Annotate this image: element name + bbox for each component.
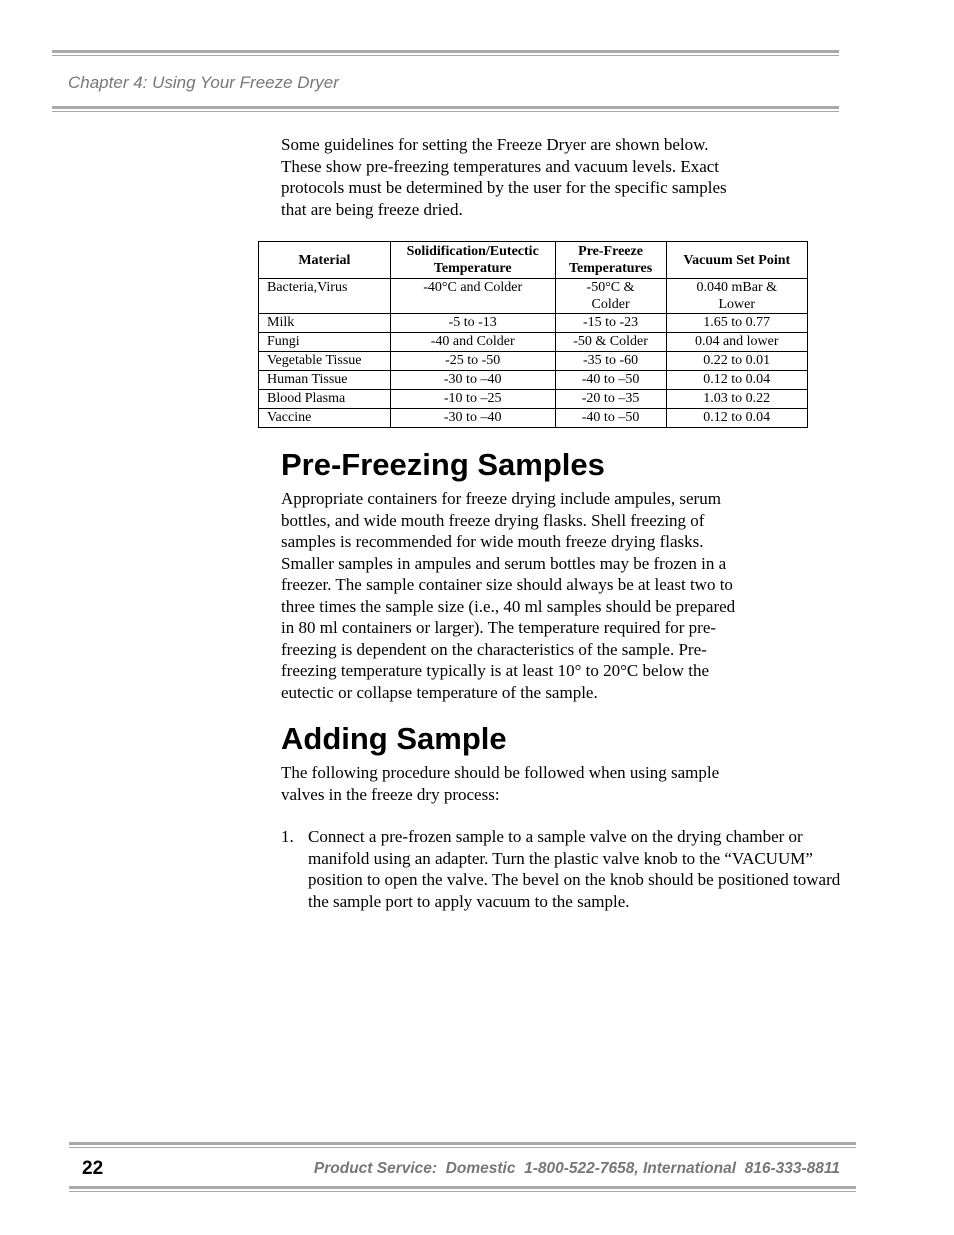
cell-material: Vegetable Tissue [259, 352, 391, 371]
cell-eutectic-temperature: -30 to –40 [390, 409, 555, 428]
cell-material: Blood Plasma [259, 390, 391, 409]
table-row [259, 352, 808, 371]
step-text: Connect a pre-frozen sample to a sample valve on the drying chamber or manifold using an adapter. Turn the plastic valve knob to the “VACUUM” position to open the valve. The bevel on the knob should be positioned toward the sample port to apply vacuum to the sample. [308, 827, 841, 911]
table-row [259, 314, 808, 333]
pre-freezing-heading: Pre-Freezing Samples [281, 447, 605, 482]
column-header-pre-freeze-temperatures: Pre-Freeze Temperatures [555, 242, 666, 279]
footer-bottom-rule [69, 1186, 856, 1192]
cell-material: Human Tissue [259, 371, 391, 390]
cell-vacuum-set-point: 1.03 to 0.22 [666, 390, 808, 409]
column-header-material: Material [259, 242, 391, 279]
cell-vacuum-set-point: 0.12 to 0.04 [666, 409, 808, 428]
product-service-line: Product Service: Domestic 1-800-522-7658, International 816-333-8811 [313, 1160, 840, 1177]
table-header-row [259, 242, 808, 279]
cell-material: Milk [259, 314, 391, 333]
page-number: 22 [82, 1158, 104, 1179]
cell-eutectic-temperature: -40 and Colder [390, 333, 555, 352]
cell-pre-freeze-temperature: -50 & Colder [555, 333, 666, 352]
cell-pre-freeze-temperature: -35 to -60 [555, 352, 666, 371]
cell-eutectic-temperature: -25 to -50 [390, 352, 555, 371]
cell-pre-freeze-temperature: -50°C & Colder [555, 279, 666, 314]
header-top-rule [52, 50, 839, 56]
column-header-vacuum-set-point: Vacuum Set Point [666, 242, 808, 279]
cell-material: Bacteria,Virus [259, 279, 391, 314]
cell-pre-freeze-temperature: -40 to –50 [555, 409, 666, 428]
cell-pre-freeze-temperature: -20 to –35 [555, 390, 666, 409]
table-row [259, 371, 808, 390]
pre-freezing-body: Appropriate containers for freeze drying include ampules, serum bottles, and wide mouth freeze drying flasks. Shell freezing of samples is recommended for wide mouth freeze drying flasks. Smaller samples in ampules and serum bottles may be frozen in a freezer. The sample container size should always be at least two to three times the sample size (i.e., 40 ml samples should be prepared in 80 ml containers or larger). The temperature required for pre- freezing is dependent on the characteristics of the sample. Pre- freezing temperature typically is at least 10° to 20°C below the eutectic or collapse temperature of the sample. [281, 489, 736, 702]
adding-sample-heading: Adding Sample [281, 721, 507, 756]
cell-material: Fungi [259, 333, 391, 352]
cell-eutectic-temperature: -30 to –40 [390, 371, 555, 390]
chapter-title: Chapter 4: Using Your Freeze Dryer [68, 73, 339, 92]
cell-vacuum-set-point: 0.04 and lower [666, 333, 808, 352]
header-bottom-rule [52, 106, 839, 112]
cell-pre-freeze-temperature: -40 to –50 [555, 371, 666, 390]
freeze-dryer-guidelines-table [258, 241, 808, 428]
table-row [259, 390, 808, 409]
cell-material: Vaccine [259, 409, 391, 428]
procedure-step [281, 826, 841, 912]
cell-vacuum-set-point: 0.12 to 0.04 [666, 371, 808, 390]
cell-eutectic-temperature: -40°C and Colder [390, 279, 555, 314]
procedure-steps [281, 826, 841, 912]
step-number: 1. [281, 827, 294, 846]
cell-pre-freeze-temperature: -15 to -23 [555, 314, 666, 333]
cell-eutectic-temperature: -10 to –25 [390, 390, 555, 409]
cell-vacuum-set-point: 0.22 to 0.01 [666, 352, 808, 371]
intro-paragraph: Some guidelines for setting the Freeze Dryer are shown below. These show pre-freezing temperatures and vacuum levels. Exact protocols must be determined by the user for the specific samples that are being freeze dried. [281, 135, 727, 219]
adding-sample-intro: The following procedure should be followed when using sample valves in the freeze dry process: [281, 763, 720, 804]
footer-top-rule [69, 1142, 856, 1148]
table-row [259, 333, 808, 352]
cell-vacuum-set-point: 0.040 mBar & Lower [666, 279, 808, 314]
cell-eutectic-temperature: -5 to -13 [390, 314, 555, 333]
cell-vacuum-set-point: 1.65 to 0.77 [666, 314, 808, 333]
column-header-eutectic-temperature: Solidification/Eutectic Temperature [390, 242, 555, 279]
table-row [259, 409, 808, 428]
table-row [259, 279, 808, 314]
